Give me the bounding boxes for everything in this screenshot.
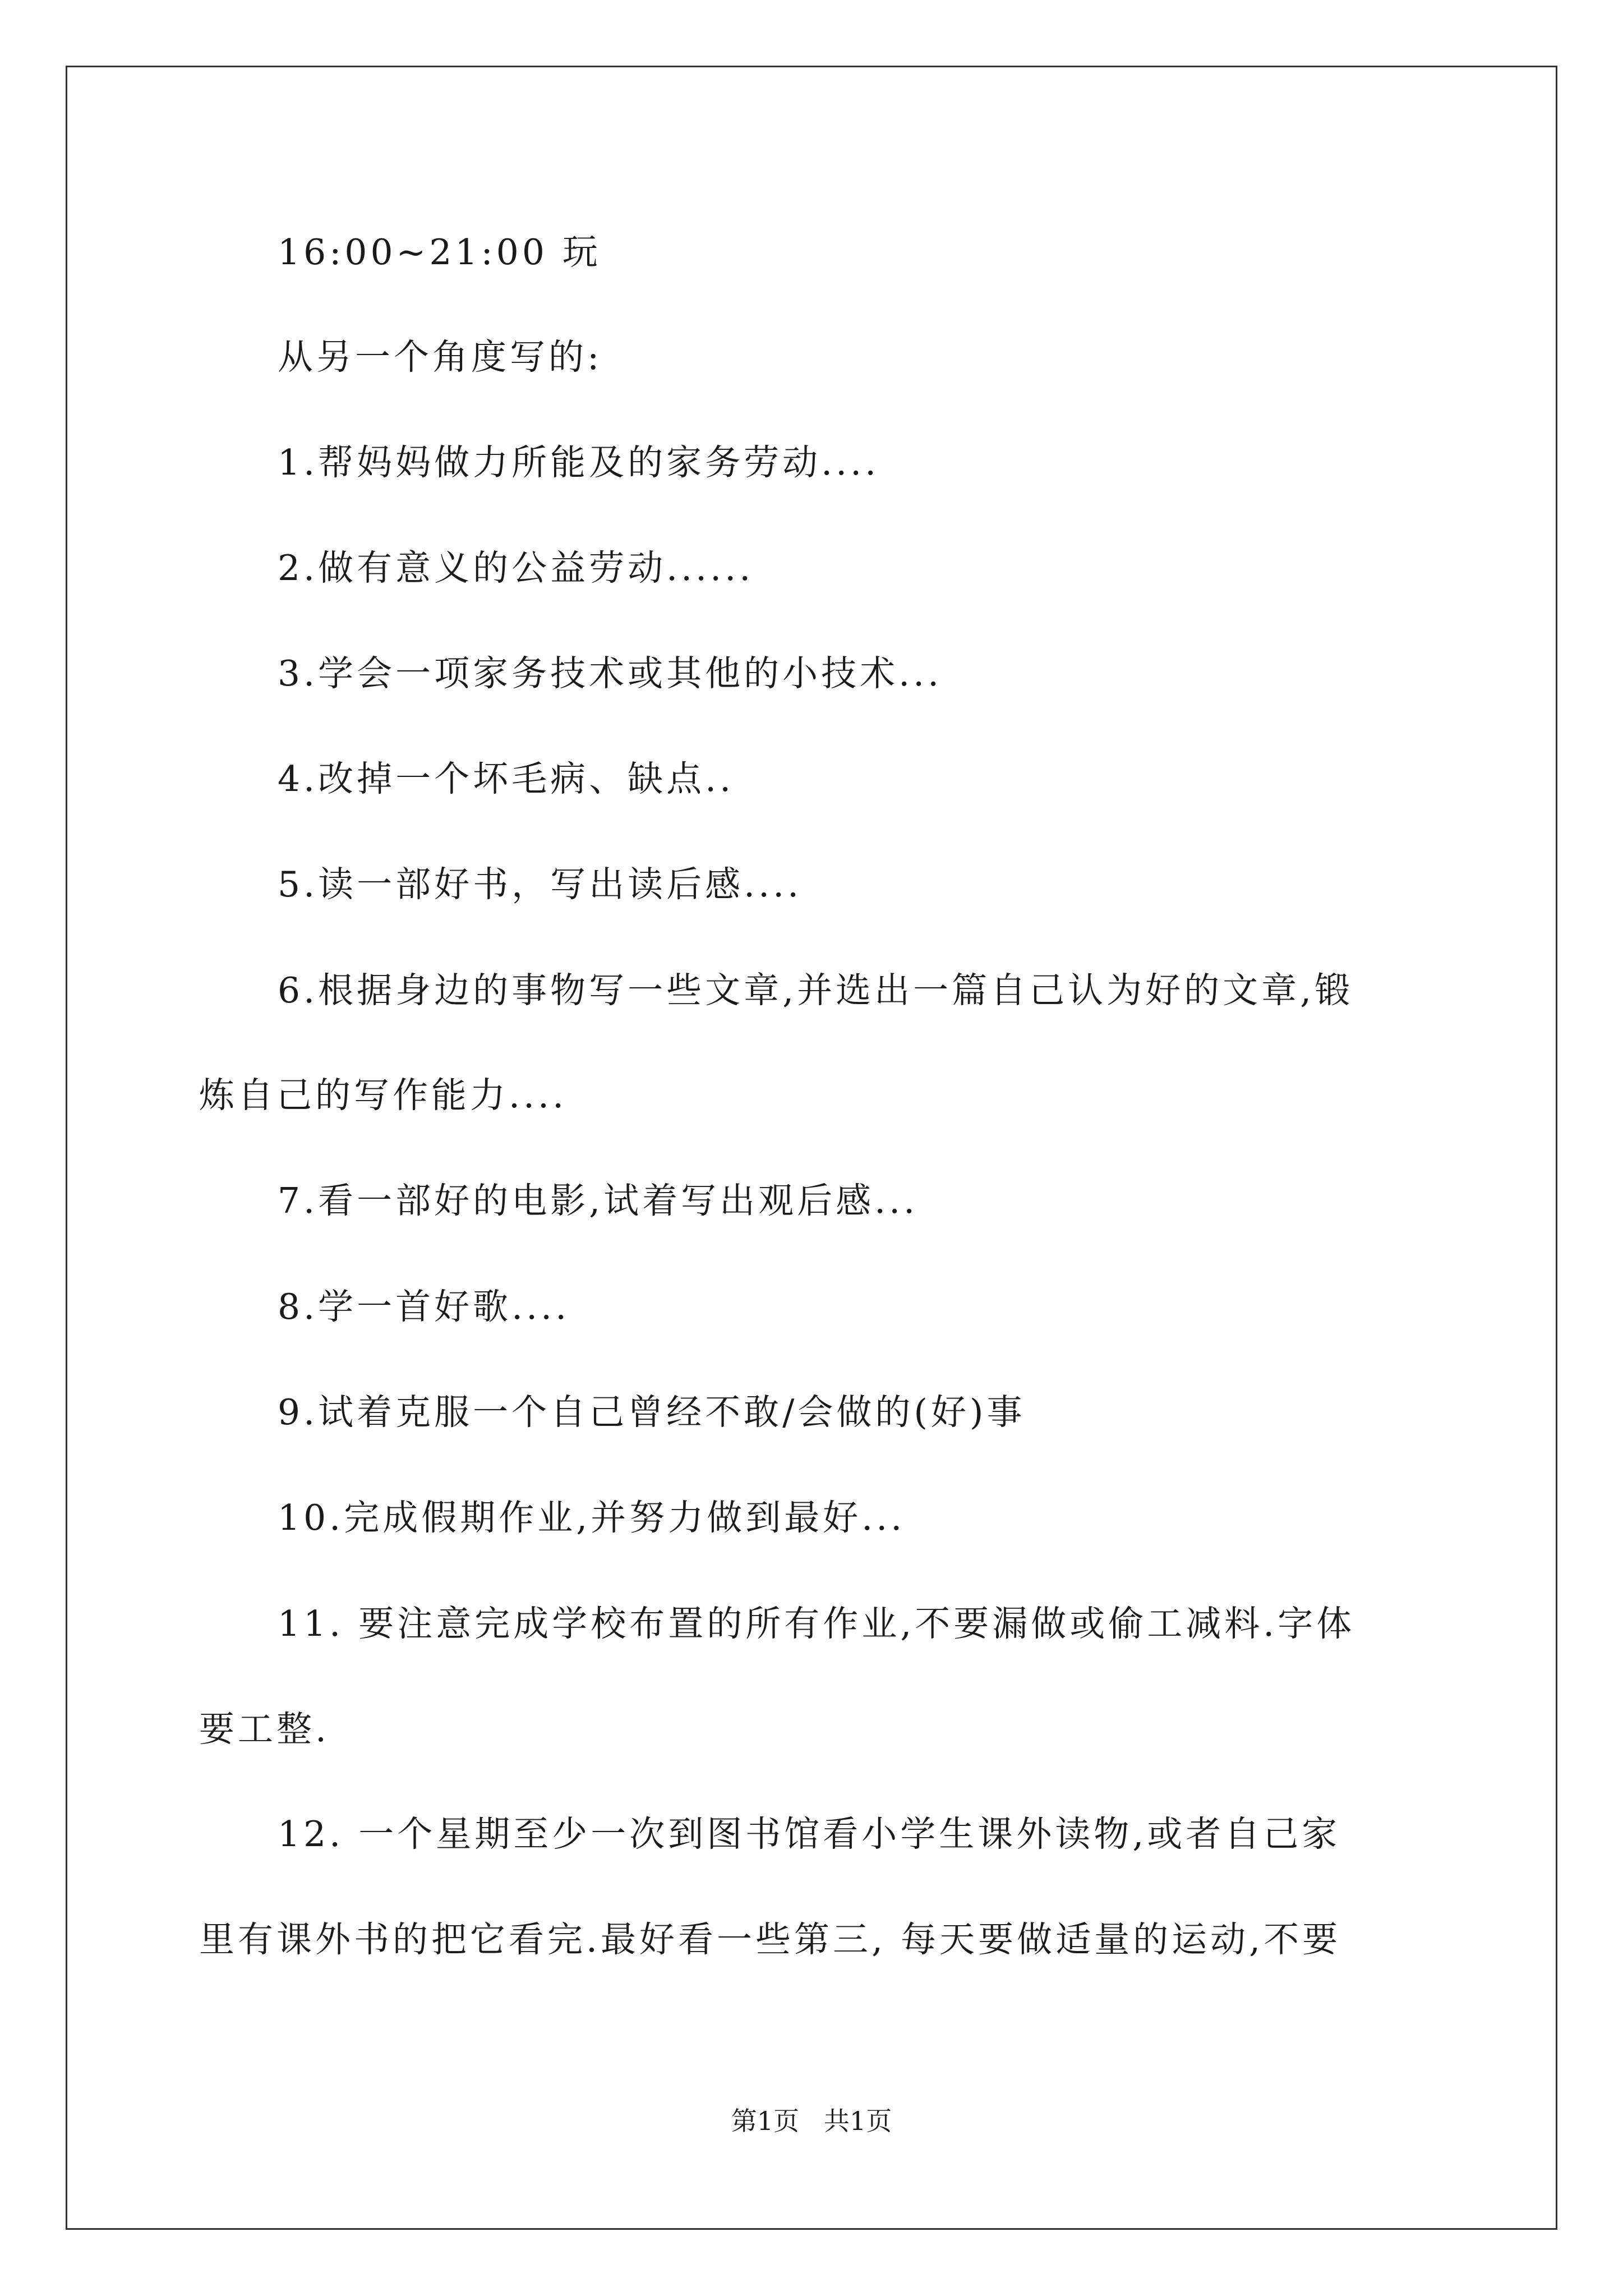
list-item: 2.做有意义的公益劳动...... xyxy=(278,547,754,588)
list-item: 1.帮妈妈做力所能及的家务劳动.... xyxy=(278,442,880,483)
page-border xyxy=(66,66,1557,2230)
page-footer: 第1页 共1页 xyxy=(731,2106,892,2136)
list-item: 5.读一部好书，写出读后感.... xyxy=(278,864,803,905)
list-item: 4.改掉一个坏毛病、缺点.. xyxy=(278,758,735,799)
list-item-continuation: 里有课外书的把它看完.最好看一些第三, 每天要做适量的运动,不要 xyxy=(199,1919,1341,1960)
list-item-continuation: 炼自己的写作能力.... xyxy=(199,1075,568,1116)
list-item: 11. 要注意完成学校布置的所有作业,不要漏做或偷工减料.字体 xyxy=(278,1603,1355,1644)
text-line: 16:00~21:00 玩 xyxy=(278,232,601,273)
list-item: 12. 一个星期至少一次到图书馆看小学生课外读物,或者自己家 xyxy=(278,1814,1341,1855)
text-line: 从另一个角度写的: xyxy=(278,337,603,378)
list-item: 6.根据身边的事物写一些文章,并选出一篇自己认为好的文章,锻 xyxy=(278,970,1354,1011)
list-item-continuation: 要工整. xyxy=(199,1709,330,1750)
list-item: 8.学一首好歌.... xyxy=(278,1286,570,1327)
list-item: 7.看一部好的电影,试着写出观后感... xyxy=(278,1180,919,1221)
list-item: 3.学会一项家务技术或其他的小技术... xyxy=(278,653,943,694)
list-item: 9.试着克服一个自己曾经不敢/会做的(好)事 xyxy=(278,1392,1026,1433)
list-item: 10.完成假期作业,并努力做到最好... xyxy=(278,1497,906,1538)
